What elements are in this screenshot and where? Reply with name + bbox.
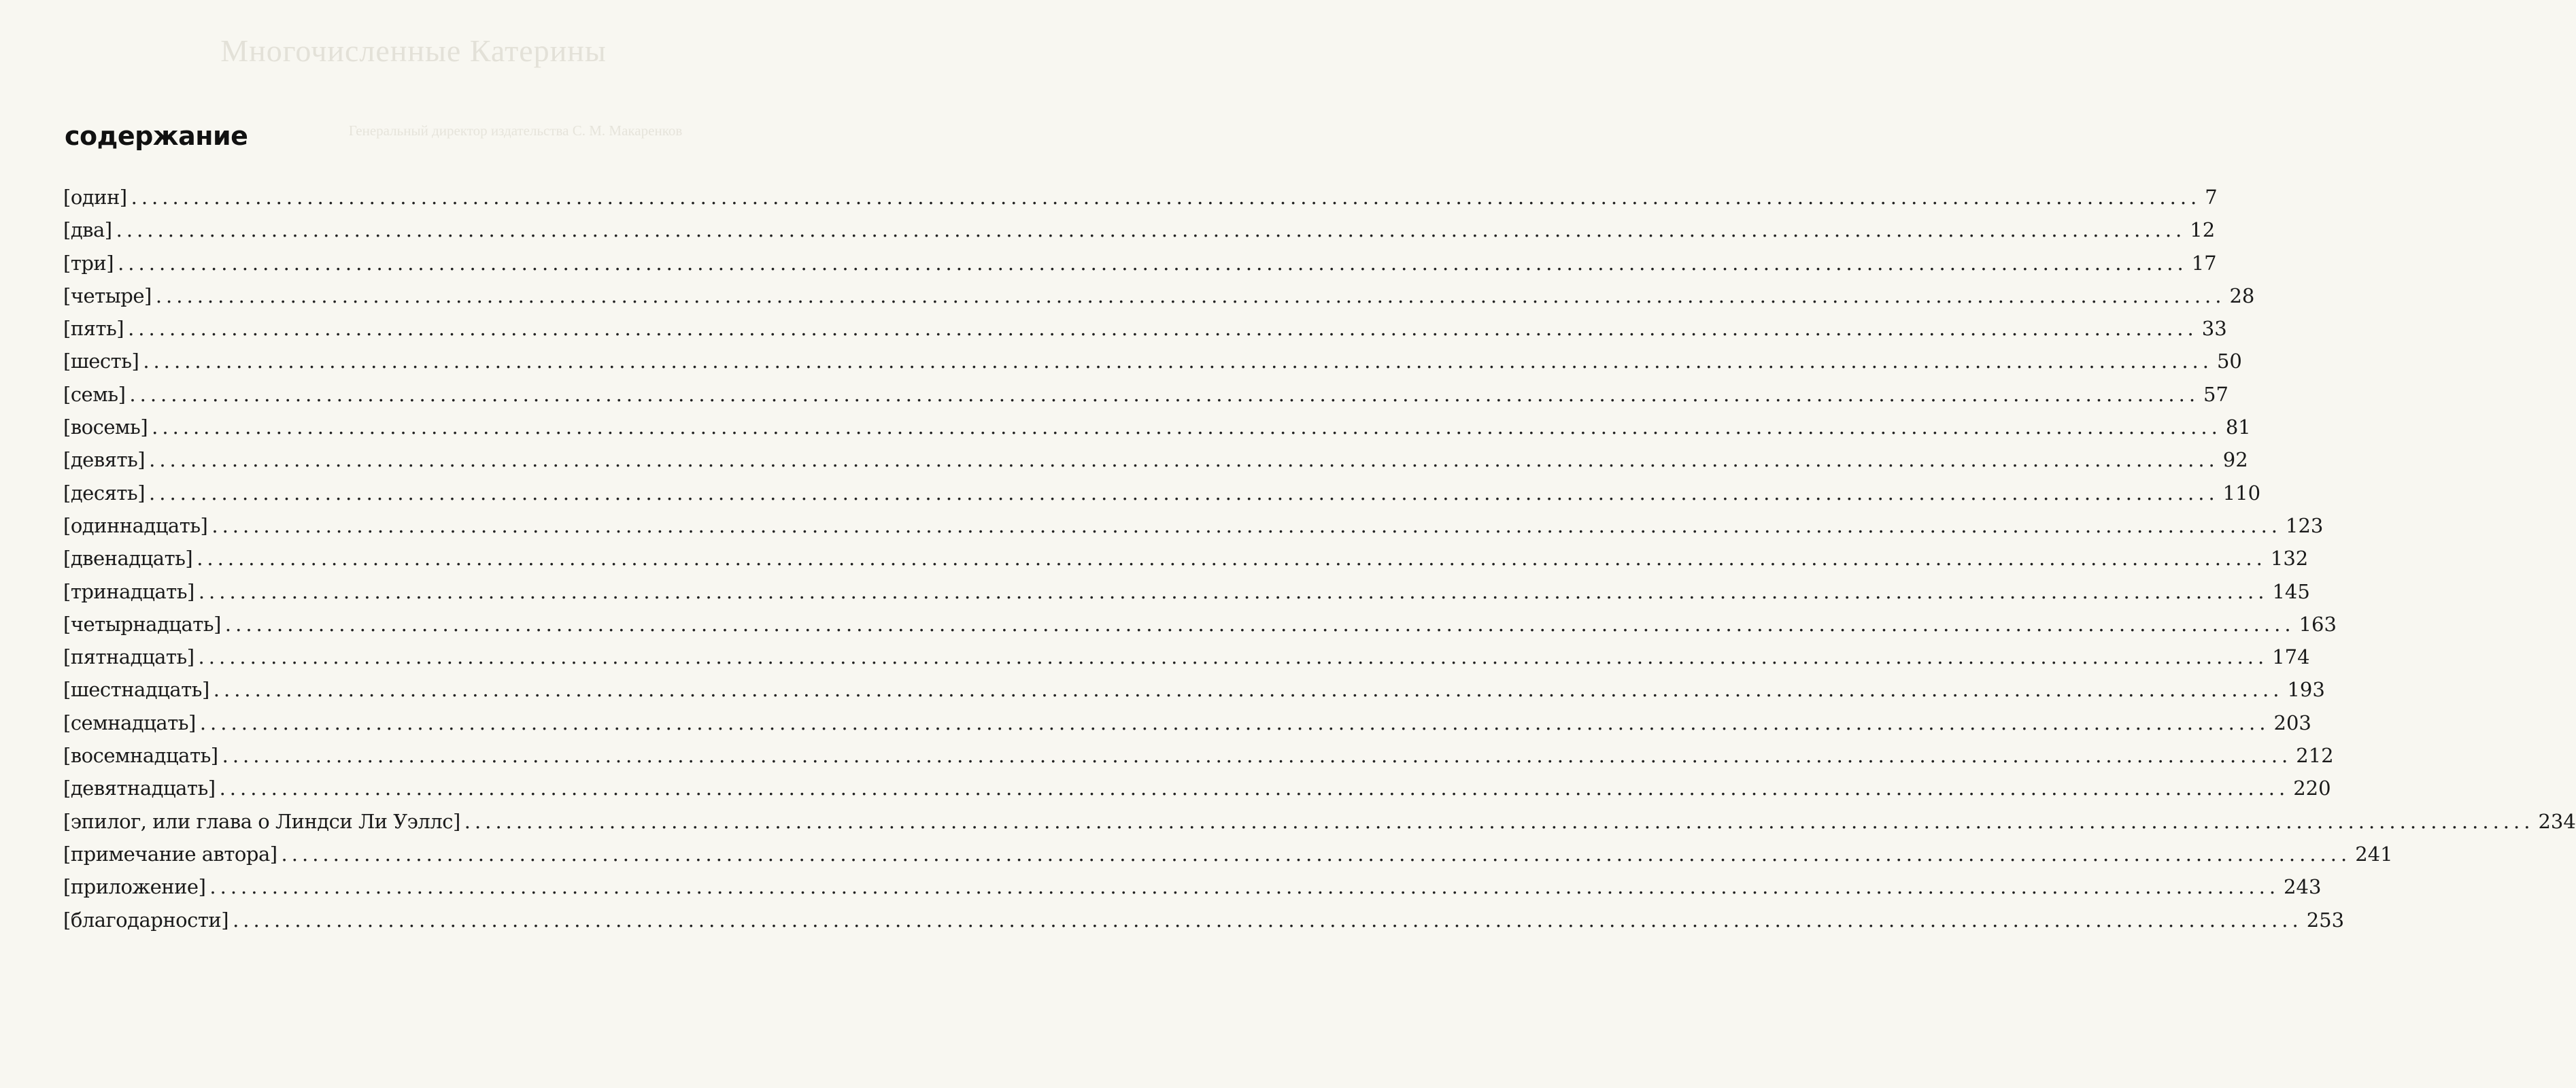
toc-entry[interactable]: [63, 641, 2310, 673]
toc-dot-leader: ........................................................................................................................................................................................................: [209, 875, 2280, 899]
toc-dot-leader: ........................................................................................................................................................................................................: [224, 612, 2295, 636]
toc-entry-page: 110: [2222, 481, 2261, 505]
toc-entry-page: 220: [2293, 777, 2331, 800]
toc-entry-page: 123: [2286, 513, 2324, 537]
toc-dot-leader: ........................................................................................................................................................................................................: [197, 547, 2267, 571]
toc-entry-page: 7: [2205, 186, 2218, 209]
toc-entry-title: [шестнадцать]: [63, 678, 209, 702]
toc-entry-title: [шесть]: [63, 350, 139, 373]
toc-dot-leader: ........................................................................................................................................................................................................: [131, 186, 2201, 209]
toc-dot-leader: ........................................................................................................................................................................................................: [143, 350, 2213, 373]
toc-entry-title: [примечание автора]: [63, 842, 277, 866]
toc-entry[interactable]: [63, 345, 2242, 377]
toc-entry[interactable]: [63, 739, 2334, 772]
toc-entry-page: 17: [2191, 251, 2217, 275]
toc-entry[interactable]: [63, 904, 2345, 936]
toc-dot-leader: ........................................................................................................................................................................................................: [149, 448, 2219, 472]
toc-entry[interactable]: [63, 247, 2217, 279]
bleed-through-publisher-line: Генеральный директор издательства С. М. Макаренков: [348, 122, 683, 139]
toc-dot-leader: ........................................................................................................................................................................................................: [198, 579, 2269, 603]
toc-entry-page: 132: [2270, 547, 2309, 571]
bleed-through-title: Многочисленные Катерины: [220, 33, 607, 68]
toc-entry-page: 241: [2355, 842, 2393, 866]
toc-dot-leader: ........................................................................................................................................................................................................: [155, 284, 2226, 307]
toc-entry-page: 163: [2299, 612, 2337, 636]
toc-entry[interactable]: [63, 707, 2311, 739]
toc-entry-title: [семь]: [63, 382, 126, 406]
toc-entry-title: [два]: [63, 218, 112, 242]
toc-dot-leader: ........................................................................................................................................................................................................: [281, 842, 2352, 866]
toc-dot-leader: ........................................................................................................................................................................................................: [213, 678, 2284, 702]
toc-entry-title: [один]: [63, 186, 127, 209]
toc-entry-page: 81: [2225, 415, 2251, 439]
toc-entry[interactable]: [63, 575, 2310, 608]
toc-entry[interactable]: [63, 772, 2331, 804]
toc-dot-leader: ........................................................................................................................................................................................................: [118, 251, 2188, 275]
toc-entry[interactable]: [63, 411, 2251, 443]
toc-entry[interactable]: [63, 181, 2218, 214]
toc-heading: содержание: [65, 121, 248, 151]
toc-entry-title: [восемнадцать]: [63, 744, 218, 768]
toc-dot-leader: ........................................................................................................................................................................................................: [129, 382, 2200, 406]
toc-entry-page: 243: [2284, 875, 2322, 899]
toc-entry-title: [семнадцать]: [63, 711, 196, 734]
toc-entry-page: 12: [2190, 218, 2216, 242]
toc-entry-page: 234: [2538, 809, 2576, 833]
toc-entry-page: 203: [2273, 711, 2311, 734]
toc-entry[interactable]: [63, 378, 2228, 411]
toc-dot-leader: ........................................................................................................................................................................................................: [199, 711, 2270, 734]
toc-entry-page: 28: [2229, 284, 2255, 307]
toc-dot-leader: ........................................................................................................................................................................................................: [222, 744, 2292, 768]
toc-entry-page: 57: [2203, 382, 2228, 406]
toc-entry[interactable]: [63, 443, 2248, 476]
toc-entry[interactable]: [63, 673, 2325, 706]
toc-entry-title: [девять]: [63, 448, 146, 472]
toc-entry-page: 92: [2222, 448, 2248, 472]
toc-entry-title: [благодарности]: [63, 908, 229, 932]
toc-entry-title: [пять]: [63, 317, 124, 341]
toc-dot-leader: ........................................................................................................................................................................................................: [116, 218, 2186, 242]
toc-entry-title: [девятнадцать]: [63, 777, 216, 800]
toc-entry-title: [приложение]: [63, 875, 206, 899]
toc-entry-title: [четырнадцать]: [63, 612, 221, 636]
toc-entry[interactable]: [63, 477, 2261, 509]
toc-entry[interactable]: [63, 608, 2337, 641]
toc-entry[interactable]: [63, 870, 2322, 903]
toc-entry-title: [пятнадцать]: [63, 645, 194, 669]
toc-dot-leader: ........................................................................................................................................................................................................: [233, 908, 2303, 932]
toc-entry-page: 33: [2201, 317, 2227, 341]
toc-list: [63, 181, 2576, 936]
toc-entry-page: 174: [2272, 645, 2310, 669]
toc-dot-leader: ........................................................................................................................................................................................................: [464, 809, 2535, 833]
toc-dot-leader: ........................................................................................................................................................................................................: [149, 481, 2219, 505]
toc-entry[interactable]: [63, 312, 2227, 345]
toc-dot-leader: ........................................................................................................................................................................................................: [219, 777, 2290, 800]
toc-entry[interactable]: [63, 214, 2216, 246]
toc-dot-leader: ........................................................................................................................................................................................................: [128, 317, 2198, 341]
toc-entry-page: 193: [2287, 678, 2325, 702]
toc-entry[interactable]: [63, 542, 2309, 575]
toc-entry[interactable]: [63, 509, 2324, 542]
toc-entry-title: [двенадцать]: [63, 547, 193, 571]
toc-dot-leader: ........................................................................................................................................................................................................: [152, 415, 2222, 439]
toc-entry[interactable]: [63, 805, 2576, 838]
toc-entry-title: [эпилог, или глава о Линдси Ли Уэллс]: [63, 809, 460, 833]
toc-entry-title: [три]: [63, 251, 114, 275]
toc-entry-page: 212: [2296, 744, 2334, 768]
toc-dot-leader: ........................................................................................................................................................................................................: [211, 513, 2282, 537]
toc-entry-page: 253: [2306, 908, 2345, 932]
toc-entry-title: [одиннадцать]: [63, 513, 208, 537]
toc-entry[interactable]: [63, 838, 2393, 870]
toc-entry-page: 50: [2216, 350, 2242, 373]
toc-entry-title: [тринадцать]: [63, 579, 194, 603]
toc-entry-title: [восемь]: [63, 415, 148, 439]
toc-entry-title: [четыре]: [63, 284, 152, 307]
toc-entry[interactable]: [63, 279, 2255, 312]
toc-dot-leader: ........................................................................................................................................................................................................: [198, 645, 2269, 669]
toc-entry-title: [десять]: [63, 481, 146, 505]
toc-entry-page: 145: [2272, 579, 2310, 603]
